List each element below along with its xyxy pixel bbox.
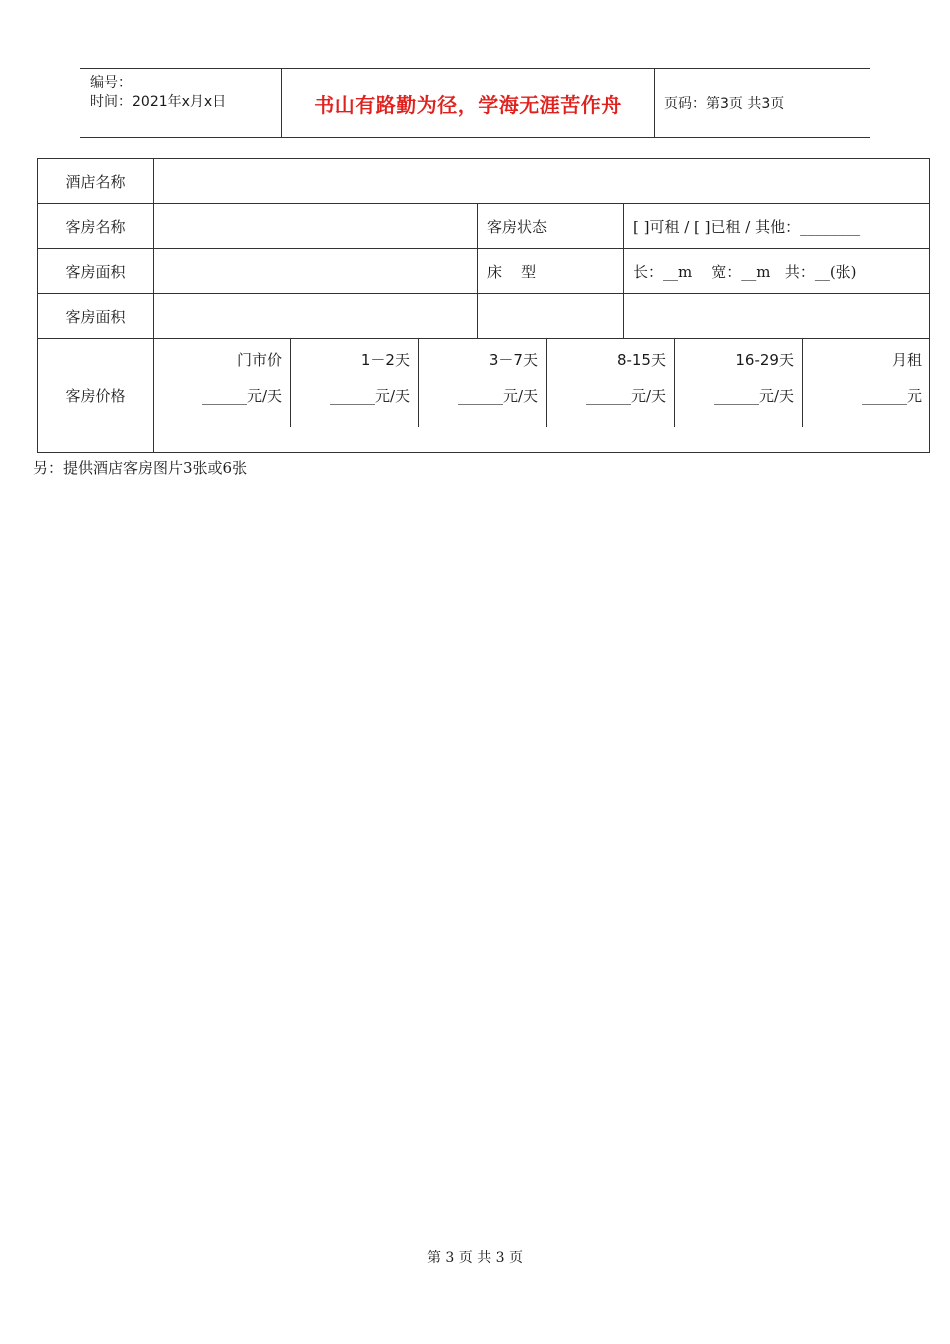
header-info-cell bbox=[80, 69, 282, 137]
empty-cell[interactable] bbox=[478, 294, 624, 339]
price-col-title: 门市价 bbox=[236, 351, 282, 369]
price-col-blank[interactable]: ______元/天 bbox=[201, 387, 282, 405]
room-area-field[interactable] bbox=[154, 249, 478, 294]
header-motto: 书山有路勤为径，学海无涯苦作舟 bbox=[282, 69, 655, 137]
room-status-options[interactable]: [ ]可租 / [ ]已租 / 其他：________ bbox=[624, 204, 930, 249]
price-col-blank[interactable]: ______元/天 bbox=[585, 387, 666, 405]
price-col-title: 3－7天 bbox=[488, 351, 538, 369]
price-col-3-7-days[interactable] bbox=[419, 339, 547, 427]
document-number: 编号： bbox=[90, 75, 132, 91]
price-col-16-29-days[interactable] bbox=[675, 339, 803, 427]
room-info-form bbox=[37, 158, 930, 453]
photo-note: 另：提供酒店客房图片3张或6张 bbox=[33, 459, 248, 477]
price-columns bbox=[154, 339, 929, 427]
price-col-title: 1－2天 bbox=[360, 351, 410, 369]
price-col-monthly[interactable] bbox=[803, 339, 930, 427]
hotel-name-label: 酒店名称 bbox=[38, 159, 154, 204]
page-header bbox=[80, 68, 870, 138]
price-col-title: 月租 bbox=[891, 351, 922, 369]
price-col-retail[interactable] bbox=[154, 339, 291, 427]
header-page-info: 页码：第3页 共3页 bbox=[664, 96, 785, 112]
form-row-hotel-name bbox=[38, 159, 930, 204]
price-col-title: 16-29天 bbox=[735, 351, 794, 369]
price-col-blank[interactable]: ______元 bbox=[861, 387, 922, 405]
room-name-label: 客房名称 bbox=[38, 204, 154, 249]
room-area-field-2[interactable] bbox=[154, 294, 478, 339]
price-col-blank[interactable]: ______元/天 bbox=[329, 387, 410, 405]
price-col-1-2-days[interactable] bbox=[291, 339, 419, 427]
form-row-room-area bbox=[38, 249, 930, 294]
bed-size-field[interactable]: 长：__m 宽：__m 共：__(张) bbox=[624, 249, 930, 294]
form-row-room-name bbox=[38, 204, 930, 249]
price-col-blank[interactable]: ______元/天 bbox=[457, 387, 538, 405]
hotel-name-field[interactable] bbox=[154, 159, 930, 204]
room-price-label: 客房价格 bbox=[38, 339, 154, 453]
document-time: 时间：2021年x月x日 bbox=[90, 94, 227, 110]
room-status-label: 客房状态 bbox=[478, 204, 624, 249]
page-footer: 第 3 页 共 3 页 bbox=[426, 1250, 524, 1266]
price-col-blank[interactable]: ______元/天 bbox=[713, 387, 794, 405]
price-grid-cell bbox=[154, 339, 930, 453]
price-col-title: 8-15天 bbox=[616, 351, 666, 369]
room-name-field[interactable] bbox=[154, 204, 478, 249]
bed-type-label: 床 型 bbox=[478, 249, 624, 294]
empty-cell[interactable] bbox=[624, 294, 930, 339]
form-row-room-price bbox=[38, 339, 930, 453]
form-row-room-area-2 bbox=[38, 294, 930, 339]
room-area-label-2: 客房面积 bbox=[38, 294, 154, 339]
room-area-label: 客房面积 bbox=[38, 249, 154, 294]
price-col-8-15-days[interactable] bbox=[547, 339, 675, 427]
